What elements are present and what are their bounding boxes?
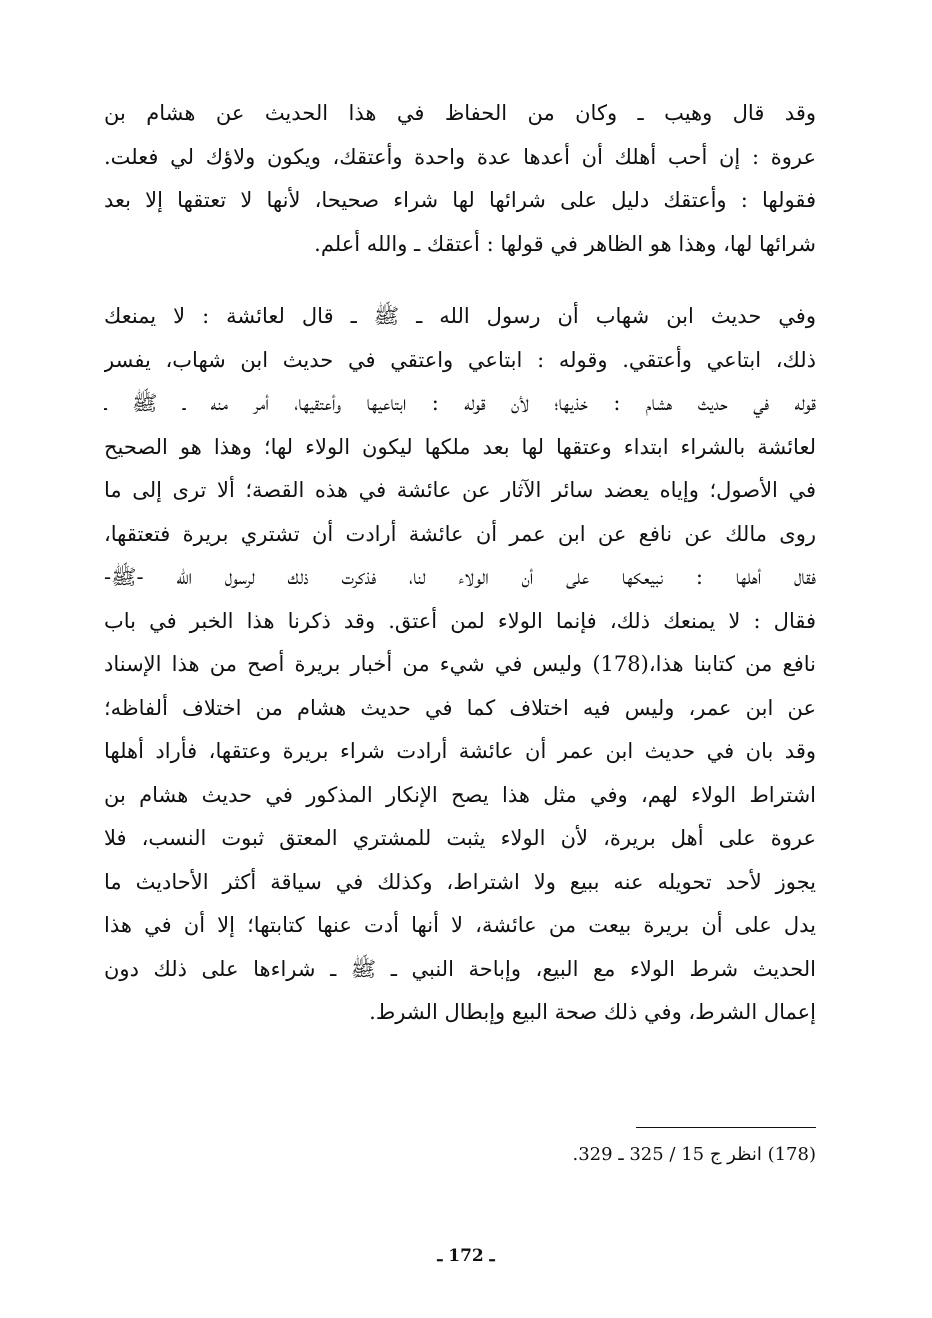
footnote-divider [636, 1127, 816, 1128]
text-line: شرائها لها، وهذا هو الظاهر في قولها : أعتقك ـ والله أعلم. [314, 231, 816, 256]
text-line: وقد بان في حديث ابن عمر أن عائشة أرادت شراء بريرة وعتقها، فأراد أهلها [104, 739, 816, 763]
text-line: نافع من كتابنا هذا،(178) وليس في شيء من أخبار بريرة أصح من هذا الإسناد [104, 652, 816, 676]
text-line: ذلك، ابتاعي وأعتقي. وقوله : ابتاعي واعتقي في حديث ابن شهاب، يفسر [104, 347, 816, 372]
text-line: وفي حديث ابن شهاب أن رسول الله ـ ﷺ ـ قال لعائشة : لا يمنعك [104, 304, 816, 328]
text-line: اشتراط الولاء لهم، وفي مثل هذا يصح الإنكار المذكور في حديث هشام بن [104, 782, 816, 807]
paragraph-2 [104, 295, 816, 1035]
text-line: عروة على أهل بريرة، لأن الولاء يثبت للمشتري المعتق ثبوت النسب، فلا [104, 826, 816, 850]
text-line: فقال أهلها : نبيعكها على أن الولاء لنا، فذكرت ذلك لرسول الله -ﷺ- [104, 565, 816, 589]
text-line: الحديث شرط الولاء مع البيع، وإباحة النبي ـ ﷺ ـ شراءها على ذلك دون [104, 956, 816, 981]
text-line: إعمال الشرط، وفي ذلك صحة البيع وإبطال الشرط. [369, 1000, 816, 1024]
text-line: لعائشة بالشراء ابتداء وعتقها لها بعد ملكها ليكون الولاء لها؛ وهذا هو الصحيح [104, 434, 816, 459]
text-line: في الأصول؛ وإياه يعضد سائر الآثار عن عائشة في هذه القصة؛ ألا ترى إلى ما [104, 478, 816, 502]
paragraph-1 [104, 92, 816, 266]
text-line: فقولها : وأعتقك دليل على شرائها لها شراء صحيحا، لأنها لا تعتقها إلا بعد [104, 188, 816, 212]
text-line: فقال : لا يمنعك ذلك، فإنما الولاء لمن أعتق. وقد ذكرنا هذا الخبر في باب [104, 608, 816, 633]
text-line: قوله في حديث هشام : خذيها؛ لأن قوله : ابتاعيها وأعتقيها، أمر منه ـ ﷺ ـ [104, 391, 816, 415]
footnote-178: (178) انظر ج 15 / 325 ـ 329. [572, 1144, 816, 1165]
text-line: عن ابن عمر، وليس فيه اختلاف كما في حديث هشام من اختلاف ألفاظه؛ [104, 695, 816, 720]
text-line: يجوز لأحد تحويله عنه ببيع ولا اشتراط، وكذلك في سياقة أكثر الأحاديث ما [104, 869, 816, 894]
text-line: وقد قال وهيب ـ وكان من الحفاظ في هذا الحديث عن هشام بن [104, 101, 816, 125]
text-line: روى مالك عن نافع عن ابن عمر أن عائشة أرادت أن تشتري بريرة فتعتقها، [104, 521, 816, 546]
text-line: يدل على أن بريرة بيعت من عائشة، لا أنها أدت عنها كتابتها؛ إلا أن في هذا [104, 913, 816, 937]
text-line: عروة : إن أحب أهلك أن أعدها عدة واحدة وأعتقك، ويكون ولاؤك لي فعلت. [104, 144, 816, 169]
page-number: ـ 172 ـ [437, 1246, 495, 1266]
